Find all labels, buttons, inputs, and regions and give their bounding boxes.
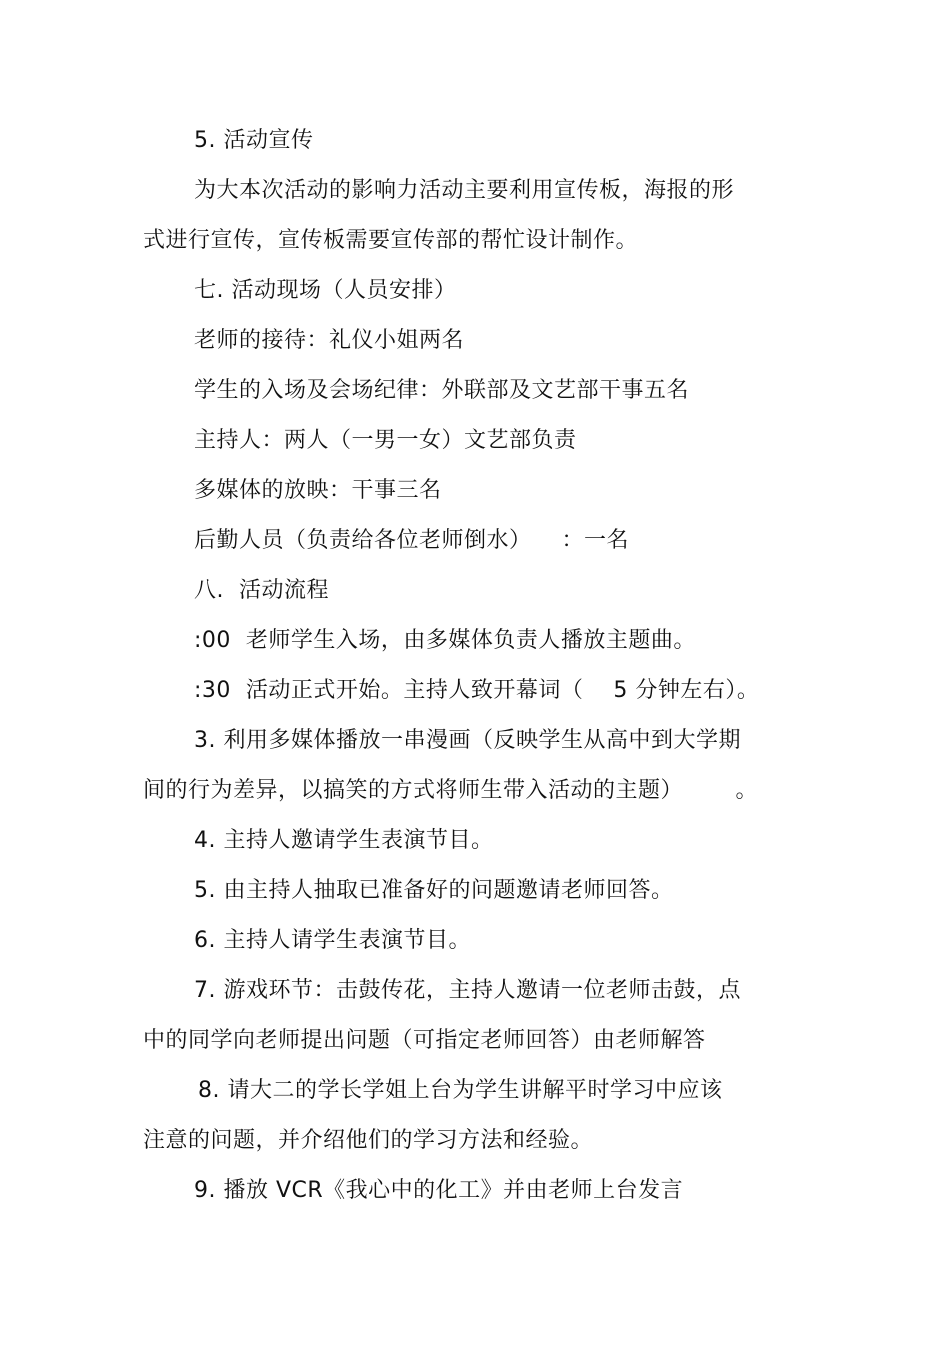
list-item: 3. 利用多媒体播放一串漫画（反映学生从高中到大学期 [194, 728, 741, 753]
list-item-continuation: 中的同学向老师提出问题（可指定老师回答）由老师解答 [143, 1028, 706, 1053]
paragraph-line: 主持人：两人（一男一女）文艺部负责 [194, 428, 577, 453]
paragraph-line: 学生的入场及会场纪律：外联部及文艺部干事五名 [194, 378, 690, 403]
paragraph-line: 老师的接待：礼仪小姐两名 [194, 328, 465, 353]
list-item-continuation: 间的行为差异，以搞笑的方式将师生带入活动的主题） 。 [143, 778, 758, 803]
paragraph-line: 后勤人员（负责给各位老师倒水） ：一名 [194, 528, 629, 553]
paragraph-line: 式进行宣传，宣传板需要宣传部的帮忙设计制作。 [143, 228, 639, 253]
list-item: :30 活动正式开始。主持人致开幕词（ 5 分钟左右）。 [194, 678, 760, 703]
list-item: :00 老师学生入场，由多媒体负责人播放主题曲。 [194, 628, 696, 653]
list-item: 5. 由主持人抽取已准备好的问题邀请老师回答。 [194, 878, 674, 903]
list-item: 9. 播放 VCR《我心中的化工》并由老师上台发言 [194, 1178, 684, 1203]
list-item: 7. 游戏环节：击鼓传花，主持人邀请一位老师击鼓，点 [194, 978, 741, 1003]
list-item: 6. 主持人请学生表演节目。 [194, 928, 471, 953]
list-item-continuation: 注意的问题，并介绍他们的学习方法和经验。 [143, 1128, 594, 1153]
section-heading-publicity: 5. 活动宣传 [194, 128, 314, 153]
paragraph-line: 为大本次活动的影响力活动主要利用宣传板，海报的形 [194, 178, 735, 203]
section-heading-process: 八. 活动流程 [194, 578, 329, 603]
list-item: 4. 主持人邀请学生表演节目。 [194, 828, 494, 853]
section-heading-staffing: 七. 活动现场（人员安排） [194, 278, 457, 303]
paragraph-line: 多媒体的放映：干事三名 [194, 478, 442, 503]
list-item: 8. 请大二的学长学姐上台为学生讲解平时学习中应该 [198, 1078, 723, 1103]
